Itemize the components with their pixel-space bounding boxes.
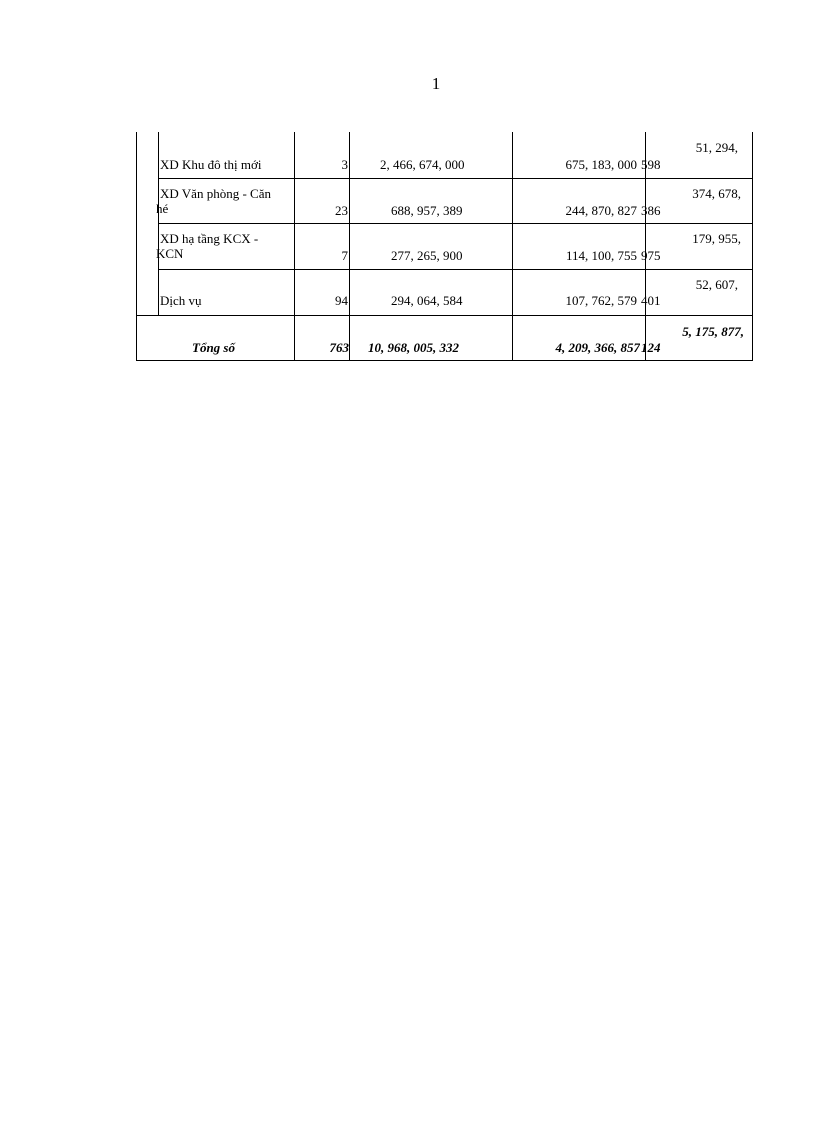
extra-amount: 52, 607, xyxy=(695,277,738,292)
capital-amount: 688, 957, 389 xyxy=(391,203,463,218)
extra-amount: 374, 678, xyxy=(692,186,741,201)
project-count: 23 xyxy=(335,203,348,218)
value-amount: 244, 870, 827 xyxy=(565,203,637,218)
total-value: 4, 209, 366, 857 xyxy=(555,340,640,355)
row-divider xyxy=(158,269,753,270)
value-tail: 598 xyxy=(641,157,661,172)
data-table xyxy=(0,0,816,400)
capital-amount: 2, 466, 674, 000 xyxy=(380,157,465,172)
table-border-left xyxy=(136,132,137,361)
category-name-line2: hé xyxy=(156,201,169,216)
total-divider xyxy=(136,315,753,316)
value-tail: 386 xyxy=(641,203,661,218)
value-amount: 114, 100, 755 xyxy=(565,248,637,263)
category-name: XD Khu đô thị mới xyxy=(160,157,262,172)
page-number: 1 xyxy=(431,74,441,93)
project-count: 3 xyxy=(341,157,348,172)
extra-amount: 51, 294, xyxy=(695,140,738,155)
project-count: 94 xyxy=(335,293,348,308)
total-capital: 10, 968, 005, 332 xyxy=(368,340,459,355)
value-amount: 107, 762, 579 xyxy=(565,293,637,308)
category-name: XD hạ tầng KCX - xyxy=(160,231,259,246)
value-amount: 675, 183, 000 xyxy=(565,157,637,172)
row-divider xyxy=(158,178,753,179)
extra-amount: 179, 955, xyxy=(692,231,741,246)
total-value-tail: 124 xyxy=(641,340,661,355)
capital-amount: 294, 064, 584 xyxy=(391,293,463,308)
project-count: 7 xyxy=(341,248,348,263)
table-col-divider-2 xyxy=(349,132,350,361)
capital-amount: 277, 265, 900 xyxy=(391,248,463,263)
category-name-line2: KCN xyxy=(156,246,184,261)
total-extra: 5, 175, 877, xyxy=(682,324,744,339)
category-name: Dịch vụ xyxy=(160,293,202,308)
category-name: XD Văn phòng - Căn xyxy=(160,186,271,201)
total-label: Tổng số xyxy=(192,340,235,355)
total-count: 763 xyxy=(329,340,349,355)
table-border-bottom xyxy=(136,360,753,361)
table-border-right xyxy=(752,132,753,361)
row-divider xyxy=(158,223,753,224)
value-tail: 401 xyxy=(641,293,661,308)
value-tail: 975 xyxy=(641,248,661,263)
